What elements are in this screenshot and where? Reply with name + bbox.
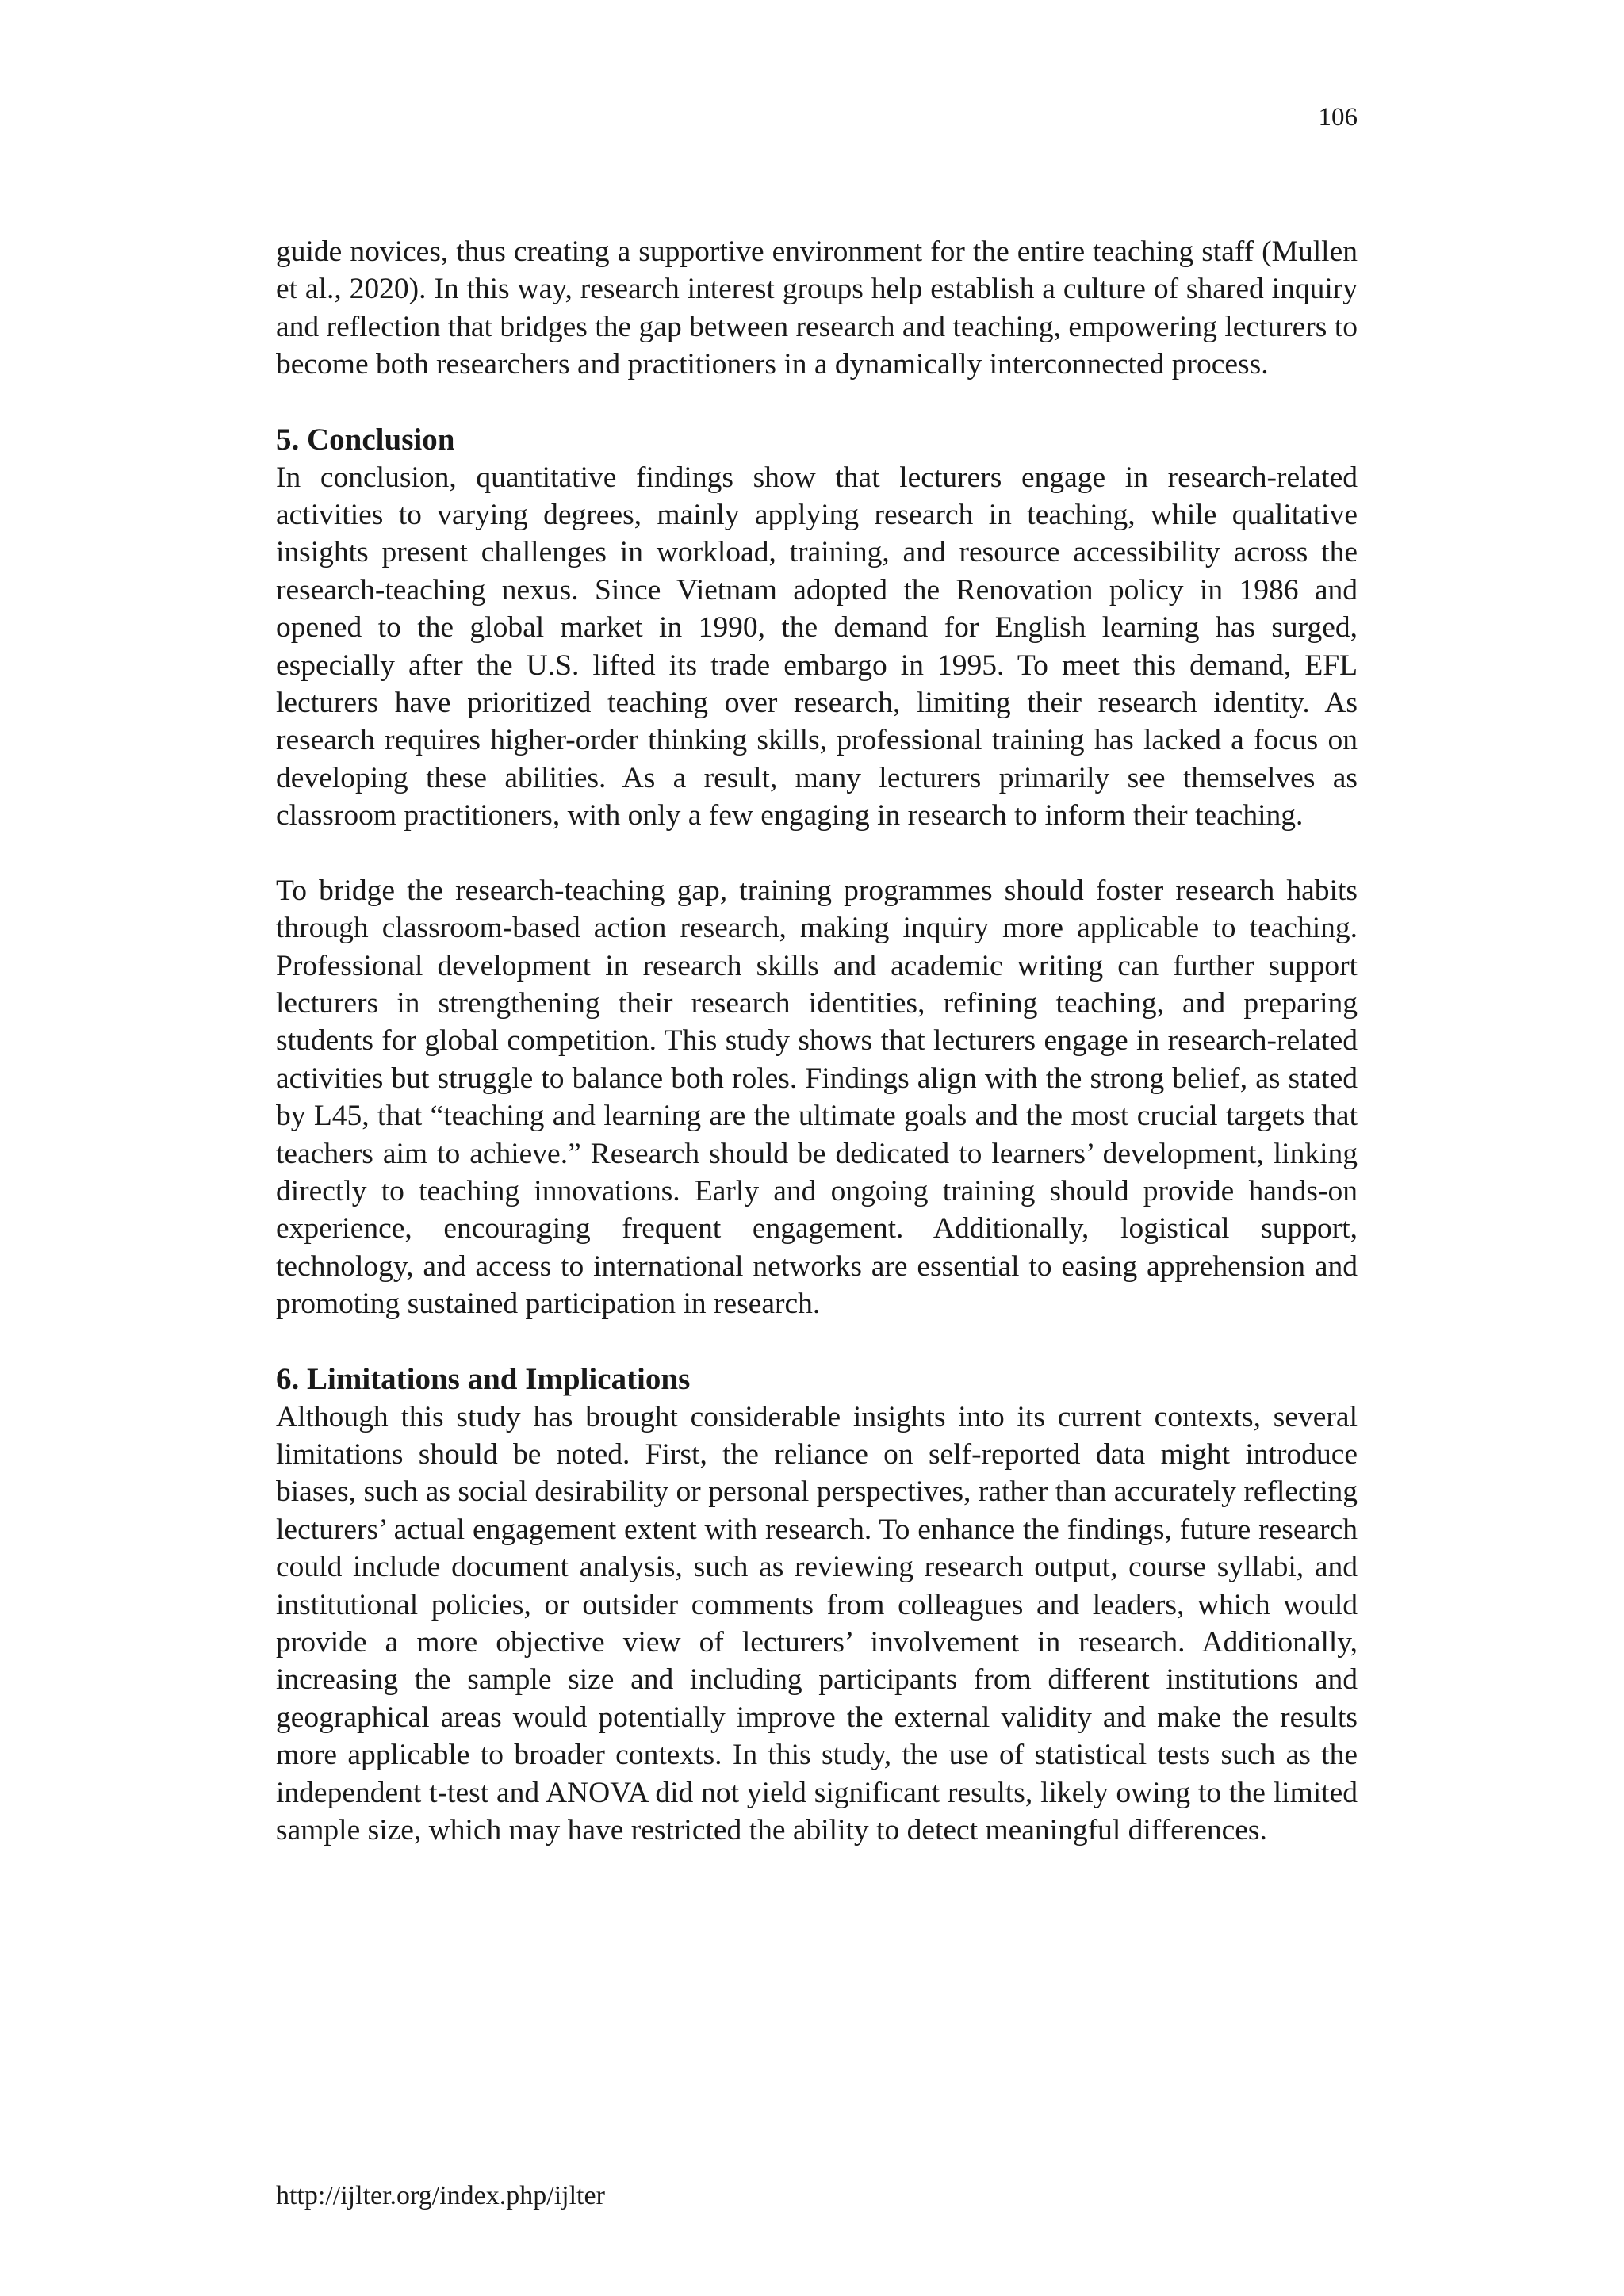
paragraph-spacer xyxy=(276,835,1358,872)
conclusion-paragraph-1: In conclusion, quantitative findings show that lecturers engage in research-related activities to varying degrees, mainly applying research in teaching, while qualitative insights present challenges in workload, training, and resource accessibility across the research-teaching nexus. Since Vietnam adopted the Renovation policy in 1986 and opened to the global market in 1990, the demand for English learning has surged, especially after the U.S. lifted its trade embargo in 1995. To meet this demand, EFL lecturers have prioritized teaching over research, limiting their research identity. As research requires higher-order thinking skills, professional training has lacked a focus on developing these abilities. As a result, many lecturers primarily see themselves as classroom practitioners, with only a few engaging in research to inform their teaching. xyxy=(276,461,1358,832)
intro-paragraph: guide novices, thus creating a supportive environment for the entire teaching staff (Mullen et al., 2020). In this way, research interest groups help establish a culture of shared inquiry and reflection that bridges the gap between research and teaching, empowering lecturers to become both researchers and practitioners in a dynamically interconnected process. xyxy=(276,235,1358,381)
section-spacer xyxy=(276,1323,1358,1360)
section-spacer xyxy=(276,384,1358,421)
conclusion-paragraph-2: To bridge the research-teaching gap, training programmes should foster research habits through classroom-based action research, making inquiry more applicable to teaching. Professional development in research skills and academic writing can further support lecturers in strengthening their research identities, refining teaching, and preparing students for global competition. This study shows that lecturers engage in research-related activities but struggle to balance both roles. Findings align with the strong belief, as stated by L45, that “teaching and learning are the ultimate goals and the most crucial targets that teachers aim to achieve.” Research should be dedicated to learners’ development, linking directly to teaching innovations. Early and ongoing training should provide hands-on experience, encouraging frequent engagement. Additionally, logistical support, technology, and access to international networks are essential to easing apprehension and promoting sustained participation in research. xyxy=(276,874,1358,1321)
page-number: 106 xyxy=(1318,103,1358,132)
limitations-heading: 6. Limitations and Implications xyxy=(276,1361,691,1396)
main-content xyxy=(276,233,1358,1849)
limitations-paragraph: Although this study has brought considerable insights into its current contexts, several limitations should be noted. First, the reliance on self-reported data might introduce biases, such as social desirability or personal perspectives, rather than accurately reflecting lecturers’ actual engagement extent with research. To enhance the findings, future research could include document analysis, such as reviewing research output, course syllabi, and institutional policies, or outsider comments from colleagues and leaders, which would provide a more objective view of lecturers’ involvement in research. Additionally, increasing the sample size and including participants from different institutions and geographical areas would potentially improve the external validity and make the results more applicable to broader contexts. In this study, the use of statistical tests such as the independent t-test and ANOVA did not yield significant results, likely owing to the limited sample size, which may have restricted the ability to detect meaningful differences. xyxy=(276,1400,1358,1847)
footer-url[interactable]: http://ijlter.org/index.php/ijlter xyxy=(276,2181,605,2210)
conclusion-heading: 5. Conclusion xyxy=(276,422,455,457)
